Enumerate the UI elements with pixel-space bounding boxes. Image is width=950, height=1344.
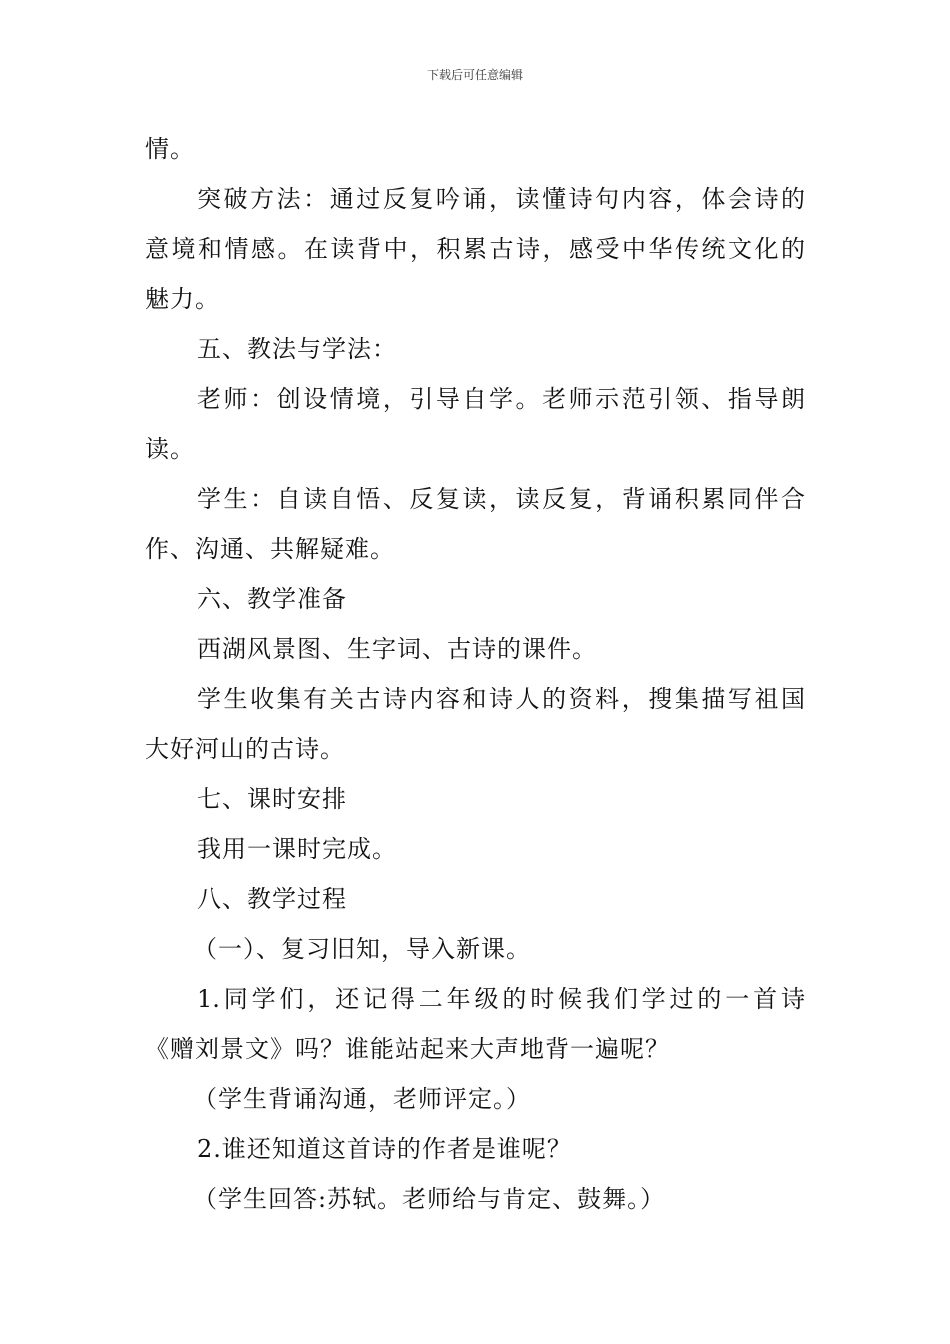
text-line: 我用一课时完成。 (197, 835, 397, 863)
text-line: 西湖风景图、生字词、古诗的课件。 (197, 635, 597, 663)
text-line: 大好河山的古诗。 (145, 735, 345, 763)
page-header-note: 下载后可任意编辑 (426, 68, 523, 82)
text-line: 1.同学们，还记得二年级的时候我们学过的一首诗 (197, 985, 805, 1013)
text-line: 老师：创设情境，引导自学。老师示范引领、指导朗 (197, 385, 805, 413)
text-line: 作、沟通、共解疑难。 (145, 535, 395, 563)
text-line: 学生：自读自悟、反复读，读反复，背诵积累同伴合 (197, 485, 805, 513)
text-line: 意境和情感。在读背中，积累古诗，感受中华传统文化的 (145, 235, 805, 263)
text-line: 突破方法：通过反复吟诵，读懂诗句内容，体会诗的 (197, 185, 805, 213)
text-line: 学生收集有关古诗内容和诗人的资料，搜集描写祖国 (197, 685, 805, 713)
subsection-heading: （一）、复习旧知，导入新课。 (193, 935, 531, 963)
text-line: 情。 (145, 135, 195, 163)
section-heading: 七、课时安排 (197, 785, 347, 813)
text-line: 《赠刘景文》吗？谁能站起来大声地背一遍呢？ (145, 1035, 670, 1063)
section-heading: 六、教学准备 (197, 585, 347, 613)
text-line: 魅力。 (145, 285, 220, 313)
section-heading: 八、教学过程 (197, 885, 347, 913)
section-heading: 五、教法与学法： (197, 335, 397, 363)
text-line: 2.谁还知道这首诗的作者是谁呢？ (197, 1135, 572, 1163)
text-line: （学生回答:苏轼。老师给与肯定、鼓舞。） (193, 1185, 666, 1213)
text-line: （学生背诵沟通，老师评定。） (193, 1085, 531, 1113)
text-line: 读。 (145, 435, 195, 463)
